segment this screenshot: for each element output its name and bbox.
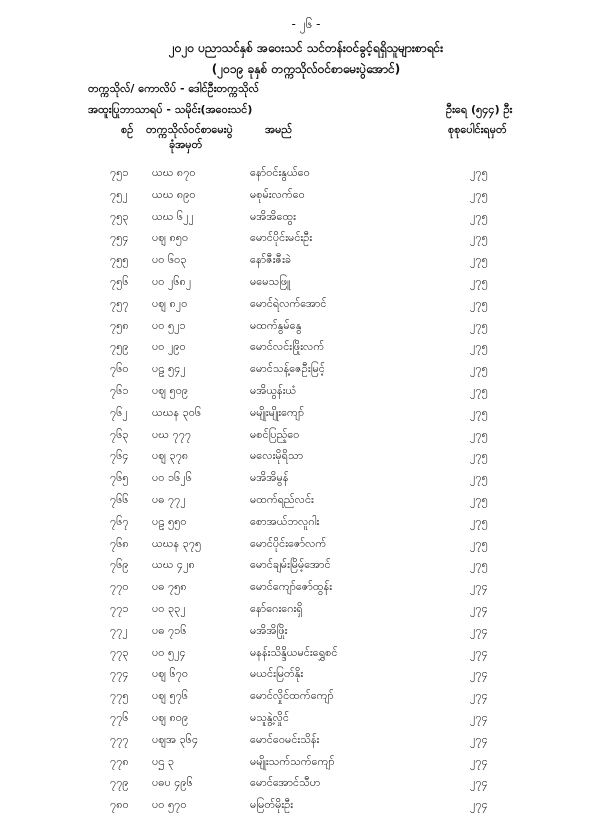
row-number: ၇၅၃ — [110, 209, 129, 223]
student-name: မောင်ပိုင်းမင်းဦး — [250, 231, 313, 245]
total-marks: ၂၇၅ — [470, 340, 488, 354]
row-number: ၇၇၉ — [110, 776, 129, 790]
roll-number: ပဝ ၁၆၂၆ — [152, 471, 192, 485]
table-row — [0, 426, 612, 448]
total-marks: ၂၇၄ — [470, 689, 488, 703]
roll-number: ပဠ ၅၅၀ — [152, 514, 187, 528]
roll-number: ပဓ ၇၇၂ — [152, 492, 186, 506]
row-number: ၇၅၉ — [110, 340, 129, 354]
column-header-name: အမည် — [265, 123, 293, 136]
table-row — [0, 796, 612, 818]
student-name: မအိအိဖြိုး — [250, 623, 288, 637]
table-row — [0, 251, 612, 273]
cutoff-line: ဦးရေ (၅၄၄) ဦး — [446, 103, 513, 116]
major-line: အထူးပြုဘာသာရပ် - သမိုင်း(အဝေးသင်) — [88, 103, 253, 116]
student-name: မယင်းမြတ်နိုး — [250, 667, 304, 681]
table-row — [0, 687, 612, 709]
table-row — [0, 404, 612, 426]
table-row — [0, 644, 612, 666]
roll-number: ပဝ ၂၆၈၂ — [152, 274, 192, 288]
student-name: မောင်ဝေမင်းသိန်း — [250, 732, 320, 746]
row-number: ၇၆၁ — [110, 383, 129, 397]
page-number: - ၂၆ - — [291, 17, 321, 31]
table-row — [0, 535, 612, 557]
roll-number: ယဃန ၃၇၅ — [152, 536, 202, 550]
table-row — [0, 556, 612, 578]
roll-number: ယဃ ၈၇၀ — [152, 166, 196, 179]
student-name: မနန်းသိန္ဒိယမင်းရွှေစင် — [250, 645, 338, 659]
table-row — [0, 229, 612, 251]
roll-number: ပဝ ၅၇၀ — [152, 798, 187, 812]
total-marks: ၂၇၄ — [470, 710, 488, 724]
student-name: မောင်သန့်ဇေဦးမြင့် — [250, 362, 325, 376]
roll-number: ပဝ ၆၀၃ — [152, 253, 187, 267]
row-number: ၇၇၄ — [110, 667, 129, 681]
table-row — [0, 186, 612, 208]
table-row — [0, 600, 612, 622]
total-marks: ၂၇၅ — [470, 383, 488, 397]
roll-number: ယဃန ၃၀၆ — [152, 405, 202, 419]
student-name: မမြတ်မိုးဦး — [250, 798, 294, 812]
row-number: ၇၅၆ — [110, 274, 129, 288]
student-name: မမေသဖြူ — [250, 274, 291, 288]
total-marks: ၂၇၄ — [470, 754, 488, 768]
student-name: မမျိုးသက်သက်ကျော် — [250, 754, 335, 768]
column-header-no: စဉ် — [121, 123, 134, 136]
document-subtitle: (၂၀၁၉ ခုနှစ် တက္ကသိုလ်ဝင်စာမေးပွဲအောင်) — [211, 62, 401, 76]
total-marks: ၂၇၄ — [470, 667, 488, 681]
row-number: ၇၇၇ — [110, 732, 129, 746]
row-number: ၇၅၅ — [110, 253, 129, 267]
row-number: ၇၆၆ — [110, 492, 129, 506]
student-name: မောင်ချမ်းမြိမ့်အောင် — [250, 558, 331, 572]
row-number: ၇၅၈ — [110, 318, 129, 332]
student-name: မောင်လင်းဖြိုးလက် — [250, 340, 325, 354]
table-row — [0, 622, 612, 644]
student-name: မအိအိထွေး — [250, 209, 296, 223]
total-marks: ၂၇၅ — [470, 536, 488, 550]
table-row — [0, 709, 612, 731]
column-header-marks: စုစုပေါင်းရမှတ် — [448, 123, 507, 136]
row-number: ၇၇၃ — [110, 645, 129, 659]
student-name: မောင်ပိုင်းဇော်လက် — [250, 536, 327, 550]
table-row — [0, 164, 612, 186]
student-name: မလေးမိုရိသာ — [250, 449, 304, 463]
roll-number: ယဃ ၄၂၈ — [152, 558, 195, 572]
total-marks: ၂၇၅ — [470, 296, 488, 310]
table-row — [0, 360, 612, 382]
roll-number: ပဝ ၃၃၂ — [152, 601, 186, 615]
roll-number: ပဈအ ၃၆၄ — [152, 732, 199, 746]
table-row — [0, 382, 612, 404]
roll-number: ပဈ ၈၂၀ — [152, 296, 188, 310]
row-number: ၇၇၁ — [110, 601, 129, 615]
total-marks: ၂၇၅ — [470, 362, 488, 376]
student-name: နော်ဇီးဇီးခဲ — [250, 253, 292, 267]
row-number: ၇၅၄ — [110, 231, 129, 245]
table-row — [0, 273, 612, 295]
total-marks: ၂၇၅ — [470, 187, 488, 201]
row-number: ၇၆၈ — [110, 536, 129, 550]
total-marks: ၂၇၅ — [470, 318, 488, 332]
roll-number: ပဓ ၇၅၈ — [152, 580, 187, 594]
roll-number: ပဈ ၈၀၉ — [152, 710, 189, 724]
table-row — [0, 447, 612, 469]
student-name: မစင်ပြည့်ဝေ — [250, 427, 300, 441]
student-name: မအိအိမွန် — [250, 471, 289, 485]
row-number: ၇၆၀ — [110, 362, 129, 376]
roll-number: ပဈ ၆၇၀ — [152, 667, 189, 681]
roll-number: ပဈ ၈၅၀ — [152, 231, 189, 245]
student-name: မောင်ရဲလက်အောင် — [250, 296, 327, 310]
table-row — [0, 753, 612, 775]
row-number: ၇၆၅ — [110, 471, 129, 485]
total-marks: ၂၇၅ — [470, 405, 488, 419]
student-name: မစုမ်းလက်ဝေ — [250, 187, 305, 201]
total-marks: ၂၇၄ — [470, 645, 488, 659]
roll-number: ပဠ ၅၄၂ — [152, 362, 186, 376]
total-marks: ၂၇၅ — [470, 274, 488, 288]
total-marks: ၂၇၅ — [470, 427, 488, 441]
column-header-roll-sub: ခုံအမှတ် — [169, 138, 203, 151]
total-marks: ၂၇၅ — [470, 514, 488, 528]
university-line: တက္ကသိုလ်/ ကောလိပ် - ဒေါင်ဦးတက္ကသိုလ် — [88, 82, 259, 95]
table-row — [0, 295, 612, 317]
roll-number: ပဝ ၅၂၄ — [152, 645, 186, 659]
student-name: မောင်ကျော်ဇော်ထွန်း — [250, 580, 333, 594]
row-number: ၇၈၀ — [110, 798, 129, 812]
row-number: ၇၇၆ — [110, 710, 129, 724]
roll-number: ပဓပ ၄၉၆ — [152, 776, 193, 790]
table-row — [0, 469, 612, 491]
roll-number: ပဝ ၅၂၁ — [152, 318, 186, 332]
student-name: နော်ဝင်းနွယ်ဝေ — [250, 166, 310, 179]
total-marks: ၂၇၄ — [470, 601, 488, 615]
table-row — [0, 208, 612, 230]
row-number: ၇၇၈ — [110, 754, 129, 768]
roll-number: ပဈ ၃၇၈ — [152, 449, 189, 463]
student-name: မသူနွဲ့လှိုင် — [250, 710, 290, 724]
table-row — [0, 578, 612, 600]
total-marks: ၂၇၅ — [470, 471, 488, 485]
roll-number: ယဃ ၈၉၀ — [152, 187, 196, 201]
student-name: မထက်ရည်လင်း — [250, 492, 314, 506]
total-marks: ၂၇၅ — [470, 449, 488, 463]
roll-number: ပဓ ၇၁၆ — [152, 623, 187, 637]
roll-number: ပဌ ၃ — [152, 754, 175, 768]
document-title: ၂၀၂၀ ပညာသင်နှစ် အဝေးသင် သင်တန်းဝင်ခွင့်ရရှိသူများစာရင်း — [168, 41, 444, 55]
roll-number: ပဝ ၂၉၀ — [152, 340, 186, 354]
total-marks: ၂၇၅ — [470, 558, 488, 572]
student-name: နော်ဂေးဂေးရှိ — [250, 601, 303, 615]
total-marks: ၂၇၅ — [470, 253, 488, 267]
table-row — [0, 513, 612, 535]
results-table — [0, 164, 612, 818]
row-number: ၇၅၇ — [110, 296, 129, 310]
row-number: ၇၆၇ — [110, 514, 129, 528]
roll-number: ပဈ ၅၇၆ — [152, 689, 189, 703]
student-name: မောင်အောင်သီဟ — [250, 776, 321, 790]
roll-number: ပဃ ၇၇၇ — [152, 427, 192, 441]
total-marks: ၂၇၄ — [470, 623, 488, 637]
student-name: မအိယွန်းယံ — [250, 383, 297, 397]
student-name: မမျိုးမျိုးကျော် — [250, 405, 305, 419]
table-row — [0, 665, 612, 687]
roll-number: ပဈ ၅၀၉ — [152, 383, 189, 397]
row-number: ၇၇၂ — [110, 623, 128, 637]
row-number: ၇၆၂ — [110, 405, 128, 419]
table-row — [0, 774, 612, 796]
total-marks: ၂၇၅ — [470, 209, 488, 223]
row-number: ၇၆၉ — [110, 558, 129, 572]
row-number: ၇၅၂ — [110, 187, 128, 201]
table-row — [0, 338, 612, 360]
table-row — [0, 731, 612, 753]
row-number: ၇၆၃ — [110, 427, 129, 441]
total-marks: ၂၇၅ — [470, 492, 488, 506]
table-row — [0, 317, 612, 339]
total-marks: ၂၇၄ — [470, 776, 488, 790]
total-marks: ၂၇၅ — [470, 231, 488, 245]
total-marks: ၂၇၄ — [470, 732, 488, 746]
total-marks: ၂၇၄ — [470, 580, 488, 594]
total-marks: ၂၇၄ — [470, 798, 488, 812]
total-marks: ၂၇၅ — [470, 166, 488, 179]
row-number: ၇၆၄ — [110, 449, 129, 463]
student-name: မထက်နွမ်နွေ — [250, 318, 302, 332]
table-row — [0, 491, 612, 513]
row-number: ၇၅၁ — [110, 166, 129, 179]
student-name: စောအယ်ဘလူဂါး — [250, 514, 320, 528]
student-name: မောင်လှိုင်ထက်ကျော် — [250, 689, 334, 703]
row-number: ၇၇၅ — [110, 689, 129, 703]
column-header-roll: တက္ကသိုလ်ဝင်စာမေးပွဲ — [146, 123, 233, 136]
row-number: ၇၇၀ — [110, 580, 129, 594]
roll-number: ယဃ ၆၂၂ — [152, 209, 194, 223]
